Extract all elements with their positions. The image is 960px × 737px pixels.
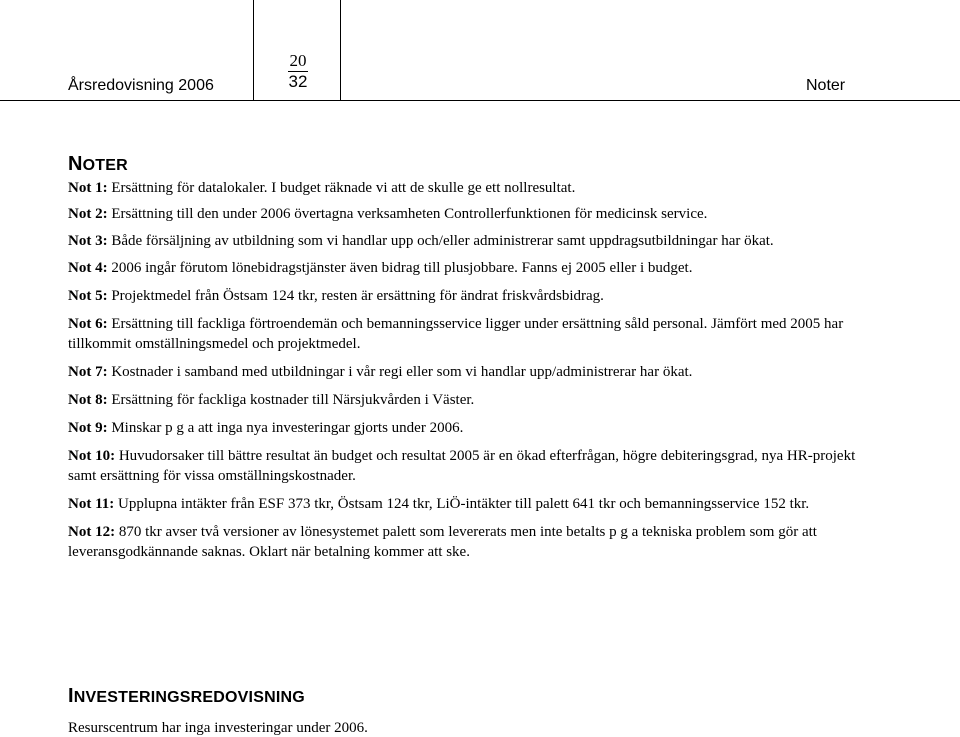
- investment-heading-rest: NVESTERINGSREDOVISNING: [73, 689, 305, 706]
- notes-heading: [68, 153, 128, 176]
- note-label: Not 9:: [68, 420, 108, 436]
- report-title: Årsredovisning 2006: [68, 77, 214, 94]
- note-label: Not 11:: [68, 496, 115, 512]
- note-2: [68, 204, 868, 224]
- note-text: Huvudorsaker till bättre resultat än budget och resultat 2005 är en ökad efterfrågan, högre debiteringsgrad, nya HR-projekt samt ersättning för vissa omställningskostnader.: [68, 448, 856, 484]
- note-text: Ersättning för datalokaler. I budget räknade vi att de skulle ge ett nollresultat.: [107, 180, 576, 196]
- note-label: Not 3:: [68, 233, 108, 249]
- note-12: [68, 522, 868, 562]
- note-3: [68, 231, 868, 251]
- note-label: Not 10:: [68, 448, 116, 464]
- page-total: 32: [288, 72, 308, 91]
- note-10: [68, 446, 868, 486]
- note-label: Not 7:: [68, 364, 108, 380]
- note-6: [68, 314, 868, 354]
- header-rule: [0, 100, 960, 101]
- note-label: Not 2:: [68, 206, 108, 222]
- note-5: [68, 286, 868, 306]
- investment-text: Resurscentrum har inga investeringar under 2006.: [68, 720, 368, 736]
- notes-heading-first: N: [68, 153, 83, 175]
- investment-heading: [68, 685, 305, 708]
- note-11: [68, 494, 868, 514]
- note-9: [68, 418, 868, 438]
- note-text: 2006 ingår förutom lönebidragstjänster även bidrag till plusjobbare. Fanns ej 2005 eller i budget.: [107, 260, 693, 276]
- note-7: [68, 362, 868, 382]
- note-text: Både försäljning av utbildning som vi handlar upp och/eller administrerar samt uppdragsutbildningar har ökat.: [107, 233, 774, 249]
- investment-heading-first: I: [68, 685, 74, 707]
- header-divider-left: [253, 0, 254, 100]
- notes-heading-rest: OTER: [82, 157, 128, 174]
- notes-list: [68, 178, 868, 562]
- note-text: Ersättning till fackliga förtroendemän och bemanningsservice ligger under ersättning såld personal. Jämfört med 2005 har tillkommit omställningsmedel och projektmedel.: [68, 316, 844, 352]
- note-text: Minskar p g a att inga nya investeringar gjorts under 2006.: [107, 420, 464, 436]
- note-text: Kostnader i samband med utbildningar i vår regi eller som vi handlar upp/administrerar har ökat.: [107, 364, 693, 380]
- note-4: [68, 258, 868, 278]
- note-text: 870 tkr avser två versioner av lönesystemet palett som levererats men inte betalts p g a tekniska problem som gör att leveransgodkännande saknas. Oklart när betalning kommer att ske.: [68, 524, 817, 560]
- header-divider-right: [340, 0, 341, 100]
- section-label: Noter: [806, 77, 846, 94]
- note-8: [68, 390, 868, 410]
- note-text: Upplupna intäkter från ESF 373 tkr, Östsam 124 tkr, LiÖ-intäkter till palett 641 tkr och bemanningsservice 152 tkr.: [114, 496, 810, 512]
- note-label: Not 4:: [68, 260, 108, 276]
- page-current: 20: [289, 51, 307, 70]
- note-1: [68, 178, 868, 198]
- note-label: Not 5:: [68, 288, 108, 304]
- note-text: Projektmedel från Östsam 124 tkr, resten är ersättning för ändrat friskvårdsbidrag.: [107, 288, 604, 304]
- note-label: Not 12:: [68, 524, 116, 540]
- note-text: Ersättning till den under 2006 övertagna verksamheten Controllerfunktionen för medicinsk service.: [107, 206, 708, 222]
- note-label: Not 1:: [68, 180, 108, 196]
- note-text: Ersättning för fackliga kostnader till Närsjukvården i Väster.: [107, 392, 475, 408]
- page-number: [278, 52, 318, 91]
- note-label: Not 8:: [68, 392, 108, 408]
- note-label: Not 6:: [68, 316, 108, 332]
